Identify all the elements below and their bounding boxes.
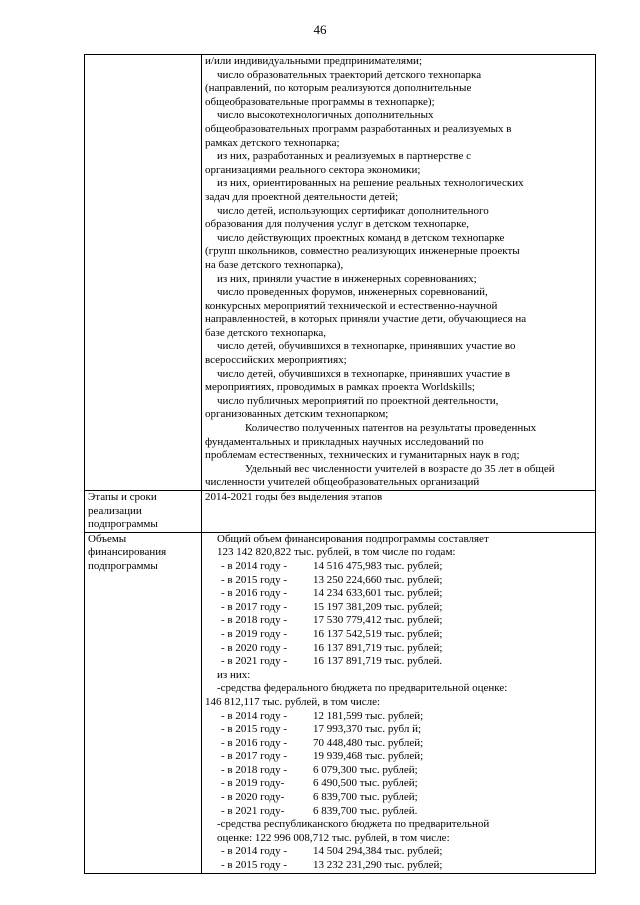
year-amount: 6 079,300 тыс. рублей; [313, 763, 418, 776]
indicator-line: мероприятиях, проводимых в рамках проекта Worldskills; [205, 381, 475, 394]
year-label: - в 2018 году - [221, 614, 288, 627]
indicator-line: численности учителей общеобразовательных организаций [205, 476, 480, 489]
year-amount-line [205, 642, 592, 656]
year-label: - в 2020 году- [221, 791, 285, 804]
indicator-line: организациями реального сектора экономики; [205, 163, 421, 176]
year-amount-line [205, 750, 592, 764]
year-label: - в 2014 году - [221, 709, 288, 722]
page-number: 46 [313, 22, 327, 37]
year-label: - в 2018 году - [221, 763, 288, 776]
indicator-line: из них, приняли участие в инженерных соревнованиях; [217, 272, 477, 285]
federal-intro-line: 146 812,117 тыс. рублей, в том числе: [205, 695, 381, 708]
indicators-row [85, 55, 596, 491]
year-amount: 13 250 224,660 тыс. рублей; [313, 573, 443, 586]
year-amount: 19 939,468 тыс. рублей; [313, 750, 424, 763]
republic-intro-line: оценке: 122 996 008,712 тыс. рублей, в том числе: [217, 831, 450, 844]
year-label: - в 2020 году - [221, 641, 288, 654]
year-amount-line [205, 614, 592, 628]
financing-intro-line: 123 142 820,822 тыс. рублей, в том числе по годам: [217, 546, 456, 559]
financing-intro-line: Общий объем финансирования подпрограммы составляет [217, 532, 489, 545]
year-amount-line [205, 723, 592, 737]
of-them-line: из них: [217, 668, 251, 681]
year-amount: 70 448,480 тыс. рублей; [313, 736, 424, 749]
indicator-line: задач для проектной деятельности детей; [205, 190, 399, 203]
year-label: - в 2015 году - [221, 859, 288, 872]
indicator-line: рамках детского технопарка; [205, 136, 340, 149]
indicator-line: образования для получения услуг в детском технопарке, [205, 218, 469, 231]
indicator-line: общеобразовательные программы в технопарке); [205, 95, 435, 108]
year-amount-line [205, 655, 592, 669]
republic-intro-line: -средства республиканского бюджета по предварительной [217, 818, 490, 831]
indicator-line: число действующих проектных команд в детском технопарке [217, 231, 505, 244]
year-label: - в 2021 году- [221, 804, 285, 817]
subprogram-passport-table [84, 54, 596, 874]
indicators-label-cell [85, 55, 202, 491]
year-label: - в 2015 году - [221, 573, 288, 586]
year-amount-line [205, 859, 592, 873]
year-amount-line [205, 710, 592, 724]
financing-label-line: Объемы [88, 532, 127, 545]
stages-label-cell [85, 491, 202, 533]
year-amount: 14 516 475,983 тыс. рублей; [313, 559, 443, 572]
financing-label-line: финансирования [88, 546, 167, 559]
stages-label-line: Этапы и сроки [88, 491, 157, 503]
year-label: - в 2021 году - [221, 655, 288, 668]
year-label: - в 2016 году - [221, 736, 288, 749]
indicator-line: (направлений, по которым реализуются дополнительные [205, 82, 472, 95]
year-label: - в 2019 году- [221, 777, 285, 790]
indicator-line: организованных детским технопарком; [205, 408, 389, 421]
year-amount: 12 181,599 тыс. рублей; [313, 709, 424, 722]
indicator-line: фундаментальных и прикладных научных исследований по [205, 435, 484, 448]
year-amount-line [205, 764, 592, 778]
indicator-line: направленностей, в которых приняли участие дети, обучающиеся на [205, 313, 527, 326]
indicator-line: и/или индивидуальными предпринимателями; [205, 55, 422, 67]
year-label: - в 2015 году - [221, 723, 288, 736]
indicator-line: из них, ориентированных на решение реальных технологических [217, 177, 524, 190]
indicator-line: число публичных мероприятий по проектной деятельности, [217, 394, 499, 407]
year-amount-line [205, 560, 592, 574]
year-amount: 15 197 381,209 тыс. рублей; [313, 600, 443, 613]
year-amount: 14 504 294,384 тыс. рублей; [313, 845, 443, 858]
year-amount: 16 137 891,719 тыс. рублей. [313, 655, 443, 668]
year-amount: 13 232 231,290 тыс. рублей; [313, 859, 443, 872]
indicator-line: Удельный вес численности учителей в возрасте до 35 лет в общей [245, 462, 555, 475]
indicator-line: Количество полученных патентов на результаты проведенных [245, 422, 537, 435]
year-amount-line [205, 777, 592, 791]
indicator-line: базе детского технопарка, [205, 326, 327, 339]
year-label: - в 2014 году - [221, 845, 288, 858]
stages-row [85, 491, 596, 533]
indicator-line: конкурсных мероприятий технической и естественно-научной [205, 299, 498, 312]
year-label: - в 2017 году - [221, 600, 288, 613]
year-amount-line [205, 574, 592, 588]
year-label: - в 2017 году - [221, 750, 288, 763]
indicator-line: число детей, использующих сертификат дополнительного [217, 204, 489, 217]
stages-label-line: реализации [88, 504, 142, 517]
year-amount-line [205, 601, 592, 615]
indicator-line: (групп школьников, совместно реализующих инженерные проекты [205, 245, 520, 258]
year-amount-line [205, 805, 592, 819]
year-amount: 16 137 542,519 тыс. рублей; [313, 627, 443, 640]
indicator-line: число проведенных форумов, инженерных соревнований, [217, 286, 488, 299]
year-amount-line [205, 845, 592, 859]
year-amount: 6 490,500 тыс. рублей; [313, 777, 418, 790]
financing-label-cell [85, 532, 202, 873]
financing-value-cell [202, 532, 596, 873]
indicator-line: из них, разработанных и реализуемых в партнерстве с [217, 150, 471, 163]
financing-row [85, 532, 596, 873]
year-amount: 6 839,700 тыс. рублей. [313, 804, 418, 817]
indicator-line: число высокотехнологичных дополнительных [217, 109, 434, 122]
indicator-line: число детей, обучившихся в технопарке, принявших участие во [217, 340, 516, 353]
stages-value: 2014-2021 годы без выделения этапов [202, 491, 596, 533]
indicator-line: число образовательных траекторий детского технопарка [217, 68, 482, 81]
year-amount: 14 234 633,601 тыс. рублей; [313, 587, 443, 600]
indicators-value-cell [202, 55, 596, 491]
indicator-line: число детей, обучившихся в технопарке, принявших участие в [217, 367, 511, 380]
year-amount: 17 993,370 тыс. рубл й; [313, 723, 422, 736]
year-amount: 16 137 891,719 тыс. рублей; [313, 641, 443, 654]
financing-label-line: подпрограммы [88, 559, 158, 572]
year-amount-line [205, 587, 592, 601]
stages-label-line: подпрограммы [88, 518, 158, 531]
year-amount: 17 530 779,412 тыс. рублей; [313, 614, 443, 627]
year-label: - в 2014 году - [221, 559, 288, 572]
year-amount-line [205, 737, 592, 751]
year-amount-line [205, 628, 592, 642]
indicator-line: всероссийских мероприятиях; [205, 354, 347, 367]
year-label: - в 2016 году - [221, 587, 288, 600]
indicator-line: проблемам естественных, технических и гуманитарных наук в год; [205, 449, 520, 462]
indicator-line: общеобразовательных программ разработанных и реализуемых в [205, 122, 512, 135]
federal-intro-line: -средства федерального бюджета по предварительной оценке: [217, 682, 508, 695]
indicator-line: на базе детского технопарка), [205, 258, 344, 271]
year-label: - в 2019 году - [221, 627, 288, 640]
year-amount: 6 839,700 тыс. рублей; [313, 791, 418, 804]
year-amount-line [205, 791, 592, 805]
